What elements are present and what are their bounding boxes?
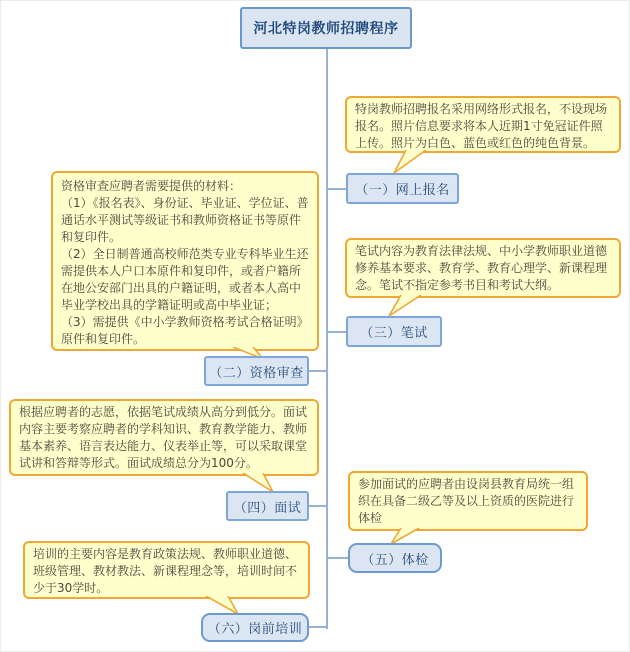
note-text: 特岗教师招聘报名采用网络形式报名，不设现场报名。照片信息要求将本人近期1寸免冠证件照上传。照片为白色、蓝色或红色的纯色背景。	[355, 102, 608, 150]
connector-line-step2	[309, 370, 327, 372]
note-text: 根据应聘者的志愿，依据笔试成绩从高分到低分。面试内容主要考察应聘者的学科知识、教育教学能力、教师基本素养、语言表达能力、仪表举止等，可以采取课堂试讲和答辩等形式。面试成绩总分为100分。	[19, 405, 308, 470]
node-pre-job-training	[201, 613, 309, 642]
callout-tail-interview	[241, 473, 275, 493]
node-online-registration	[346, 173, 459, 204]
node-interview	[226, 491, 309, 521]
connector-line-step5	[328, 557, 348, 559]
page-title: 河北特岗教师招聘程序	[253, 21, 399, 37]
node-written-exam	[346, 316, 442, 347]
connector-line-step6	[309, 626, 327, 628]
node-qualification-review	[204, 356, 309, 386]
note-written-exam	[345, 238, 621, 298]
node-physical-exam	[348, 543, 442, 573]
node-label: （五）体检	[361, 552, 429, 568]
callout-tail-online-registration	[392, 150, 428, 174]
connector-line-step1	[328, 188, 346, 190]
note-text-item2: （2）全日制普通高校师范类专业专科毕业生还需提供本人户口本原件和复印件，或者户籍所在地公安部门出具的户籍证明，或者本人高中毕业学校出具的学籍证明或高中毕业证；	[61, 247, 309, 312]
flow-title-node	[240, 7, 412, 49]
connector-line-step4	[309, 505, 327, 507]
node-label: （一）网上报名	[355, 183, 450, 198]
note-text-intro: 资格审查应聘者需要提供的材料：	[61, 179, 242, 193]
note-text: 参加面试的应聘者由设岗县教育局统一组织在具备二级乙等及以上资质的医院进行体检	[358, 477, 575, 525]
note-physical-exam	[348, 471, 588, 531]
note-online-registration	[345, 96, 621, 153]
note-text-item1: （1）《报名表》、身份证、毕业证、学位证、普通话水平测试等级证书和教师资格证书等原件和复印件。	[61, 196, 309, 244]
note-qualification-review	[51, 171, 319, 351]
flow-spine-line	[326, 49, 328, 629]
note-text-item3: （3）需提供《中小学教师资格考试合格证明》原件和复印件。	[61, 315, 309, 346]
note-text: 笔试内容为教育法律法规、中小学教师职业道德修养基本要求、教育学、教育心理学、新课程理念。笔试不指定参考书目和考试大纲。	[355, 244, 608, 292]
node-label: （六）岗前培训	[207, 622, 303, 637]
note-pre-job-training	[23, 541, 310, 599]
note-interview	[9, 399, 319, 476]
node-label: （三）笔试	[360, 326, 428, 341]
callout-tail-written-exam	[387, 295, 423, 317]
node-label: （四）面试	[233, 500, 302, 516]
connector-line-step3	[328, 331, 346, 333]
note-text: 培训的主要内容是教育政策法规、教师职业道德、班级管理、教材教法、新课程理念等，培训时间不少于30学时。	[33, 547, 298, 595]
node-label: （二）资格审查	[209, 365, 304, 381]
